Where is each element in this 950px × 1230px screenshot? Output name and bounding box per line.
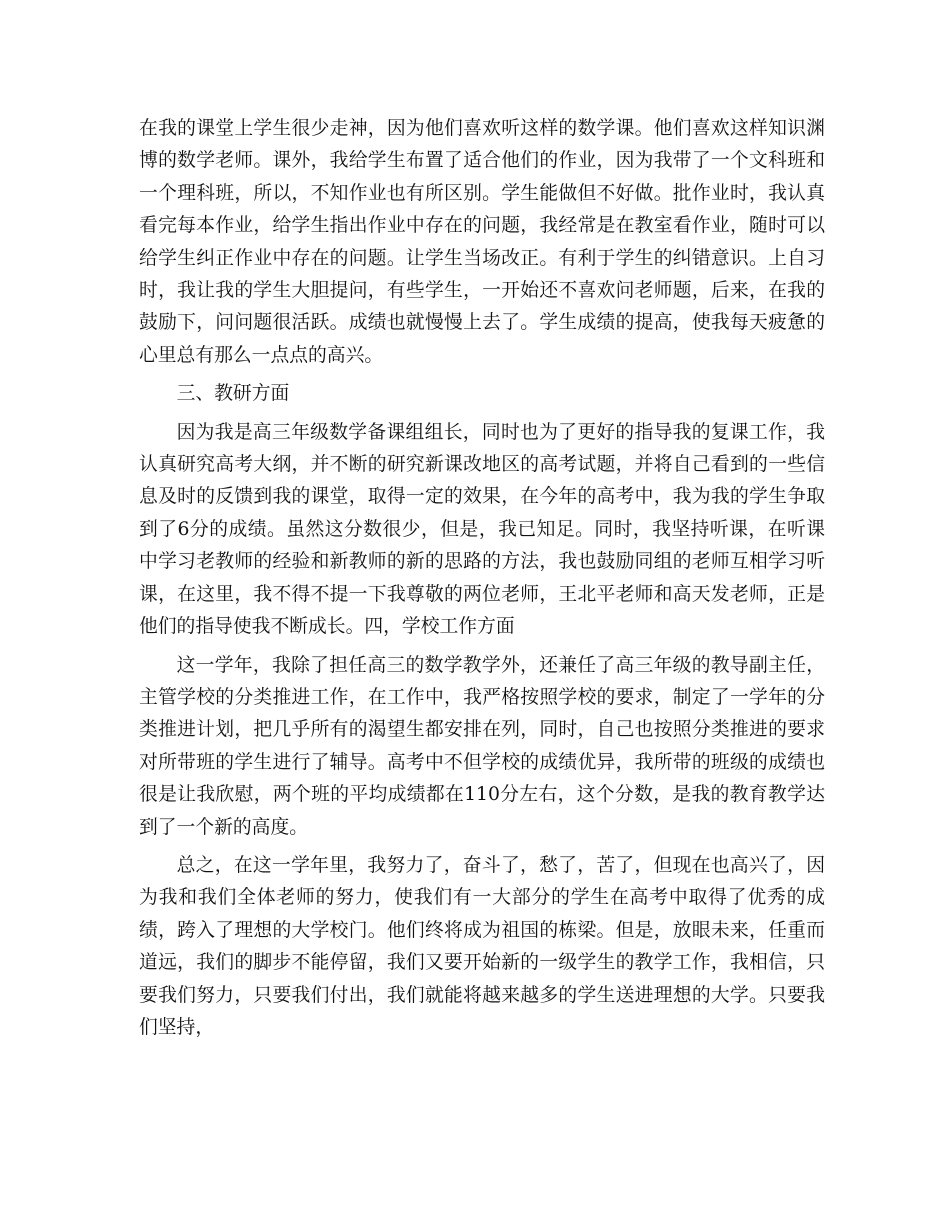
paragraph-school-work: 这一学年，我除了担任高三的数学教学外，还兼任了高三年级的教导副主任，主管学校的分类推进工作，在工作中，我严格按照学校的要求，制定了一学年的分类推进计划，把几乎所有的渴望生都安排在列，同时，自己也按照分类推进的要求对所带班的学生进行了辅导。高考中不但学校的成绩优异，我所带的班级的成绩也很是让我欣慰，两个班的平均成绩都在110分左右，这个分数，是我的教育教学达到了一个新的高度。 (139, 654, 825, 838)
heading-teaching-research: 三、教研方面 (176, 383, 290, 405)
document-body (139, 113, 825, 1044)
paragraph-summary: 总之，在这一学年里，我努力了，奋斗了，愁了，苦了，但现在也高兴了，因为我和我们全体老师的努力，使我们有一大部分的学生在高考中取得了优秀的成绩，跨入了理想的大学校门。他们终将成为祖国的栋梁。但是，放眼未来，任重而道远，我们的脚步不能停留，我们又要开始新的一级学生的教学工作，我相信，只要我们努力，只要我们付出，我们就能将越来越多的学生送进理想的大学。只要我们坚持， (139, 854, 825, 1038)
paragraph-teaching-research: 因为我是高三年级数学备课组组长，同时也为了更好的指导我的复课工作，我认真研究高考大纲，并不断的研究新课改地区的高考试题，并将自己看到的一些信息及时的反馈到我的课堂，取得一定的效果，在今年的高考中，我为我的学生争取到了6分的成绩。虽然这分数很少，但是，我已知足。同时，我坚持听课，在听课中学习老教师的经验和新教师的新的思路的方法，我也鼓励同组的老师互相学习听课，在这里，我不得不提一下我尊敬的两位老师，王北平老师和高天发老师，正是他们的指导使我不断成长。四，学校工作方面 (139, 421, 825, 638)
paragraph-classroom: 在我的课堂上学生很少走神，因为他们喜欢听这样的数学课。他们喜欢这样知识渊博的数学老师。课外，我给学生布置了适合他们的作业，因为我带了一个文科班和一个理科班，所以，不知作业也有所区别。学生能做但不好做。批作业时，我认真看完每本作业，给学生指出作业中存在的问题，我经常是在教室看作业，随时可以给学生纠正作业中存在的问题。让学生当场改正。有利于学生的纠错意识。上自习时，我让我的学生大胆提问，有些学生，一开始还不喜欢问老师题，后来，在我的鼓励下，问问题很活跃。成绩也就慢慢上去了。学生成绩的提高，使我每天疲惫的心里总有那么一点点的高兴。 (139, 118, 825, 366)
